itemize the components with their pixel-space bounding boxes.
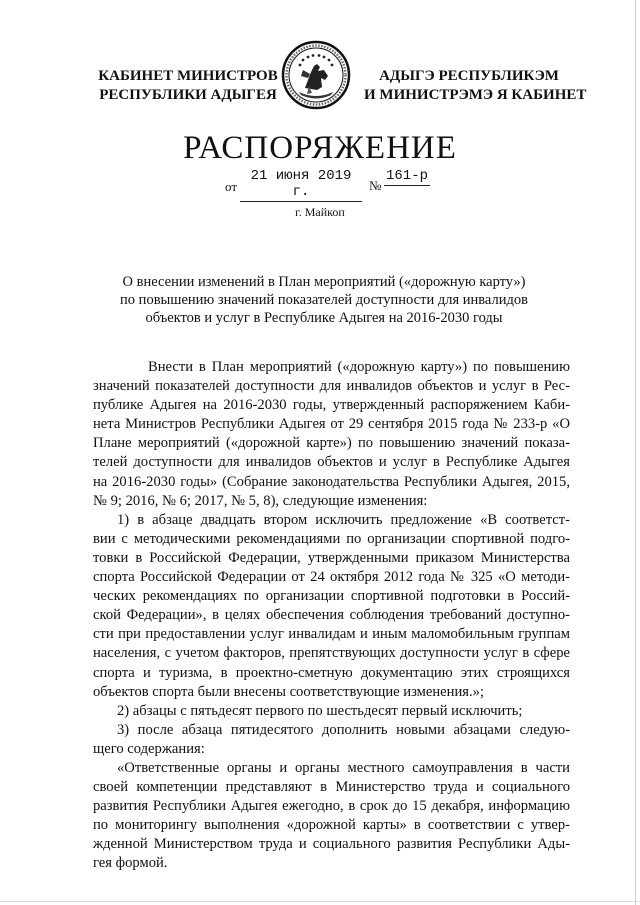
subject-line: по повышению значений показателей доступности для инвалидов bbox=[120, 292, 528, 308]
body-line: развития Республики Адыгея ежегодно, в срок до 15 декабря, информацию bbox=[93, 798, 570, 815]
date-number-line bbox=[0, 168, 640, 200]
city: г. Майкоп bbox=[295, 205, 345, 219]
document-body bbox=[93, 358, 570, 874]
body-line: спорта и туризма, в проектно-сметную документацию этих строящихся bbox=[93, 664, 570, 681]
body-line: по мониторингу выполнения «дорожной карты» в соответствии с утвер- bbox=[93, 817, 570, 834]
body-line: объектов спорта были внесены соответствующие изменения.»; bbox=[93, 683, 484, 700]
org-line: АДЫГЭ РЕСПУБЛИКЭМ bbox=[379, 68, 559, 84]
document-date: 21 июня 2019 г. bbox=[240, 168, 362, 202]
org-line: И МИНИСТРЭМЭ Я КАБИНЕТ bbox=[364, 87, 587, 103]
body-line: населения, с учетом факторов, препятствующих доступности услуг в сфере bbox=[93, 645, 570, 662]
body-line: щего содержания: bbox=[93, 740, 205, 757]
subject-line: О внесении изменений в План мероприятий («дорожную карту») bbox=[122, 274, 526, 290]
body-line: 2) абзацы с пятьдесят первого по шестьдесят первый исключить; bbox=[117, 702, 523, 719]
body-line: товки в Российской Федерации, утвержденными приказом Министерства bbox=[93, 549, 570, 566]
body-line: № 9; 2016, № 6; 2017, № 5, 8), следующие изменения: bbox=[93, 492, 428, 509]
number-prefix: № bbox=[369, 178, 382, 193]
body-line: своей компетенции представляют в Министерство труда и социального bbox=[93, 779, 570, 796]
body-line: «Ответственные органы и органы местного самоуправления в части bbox=[117, 759, 570, 776]
body-line: спорта Российской Федерации от 24 октября 2012 года № 325 «О методи- bbox=[93, 569, 570, 586]
date-prefix: от bbox=[225, 179, 238, 194]
subject-line: объектов и услуг в Республике Адыгея на 2016-2030 годы bbox=[145, 310, 503, 326]
org-name-russian bbox=[93, 67, 283, 105]
body-line: гея формой. bbox=[93, 855, 168, 872]
body-line: значений показателей доступности для инвалидов объектов и услуг в Рес- bbox=[93, 378, 570, 395]
body-line: на 2016-2030 годы» (Собрание законодательства Республики Адыгея, 2015, bbox=[93, 473, 570, 490]
document-title: РАСПОРЯЖЕНИЕ bbox=[183, 130, 457, 166]
body-line: Плане мероприятий («дорожной карте») по повышению значений показа- bbox=[93, 435, 570, 452]
body-line: жденной Министерством труда и социального развития Республики Ады- bbox=[93, 836, 570, 853]
org-line: РЕСПУБЛИКИ АДЫГЕЯ bbox=[99, 87, 277, 103]
body-line: сти при предоставлении услуг инвалидам и иным маломобильным группам bbox=[93, 626, 570, 643]
body-line: публике Адыгея на 2016-2030 годы, утвержденный распоряжением Каби- bbox=[93, 397, 570, 414]
document-number: 161-р bbox=[385, 168, 428, 184]
org-name-adyghe bbox=[364, 67, 587, 105]
document-subject bbox=[100, 273, 548, 327]
body-line: телей доступности для инвалидов объектов и услуг в Республике Адыгея bbox=[93, 454, 570, 471]
body-line: ской Федерации», в целях обеспечения соблюдения требований доступно- bbox=[93, 607, 570, 624]
body-line: вии с методическими рекомендациями по организации спортивной подго- bbox=[93, 530, 570, 547]
state-emblem bbox=[281, 40, 351, 110]
body-line: 3) после абзаца пятидесятого дополнить новыми абзацами следую- bbox=[117, 721, 570, 738]
body-line: нета Министров Республики Адыгея от 29 сентября 2015 года № 233-р «О bbox=[93, 416, 570, 433]
org-line: КАБИНЕТ МИНИСТРОВ bbox=[98, 68, 278, 84]
body-line: ческих рекомендациях по организации спортивной подготовки в Россий- bbox=[93, 588, 570, 605]
body-line: Внести в План мероприятий («дорожную карту») по повышению bbox=[148, 359, 570, 375]
body-line: 1) в абзаце двадцать втором исключить предложение «В соответст- bbox=[117, 511, 570, 528]
page-edge-bottom bbox=[0, 901, 640, 902]
